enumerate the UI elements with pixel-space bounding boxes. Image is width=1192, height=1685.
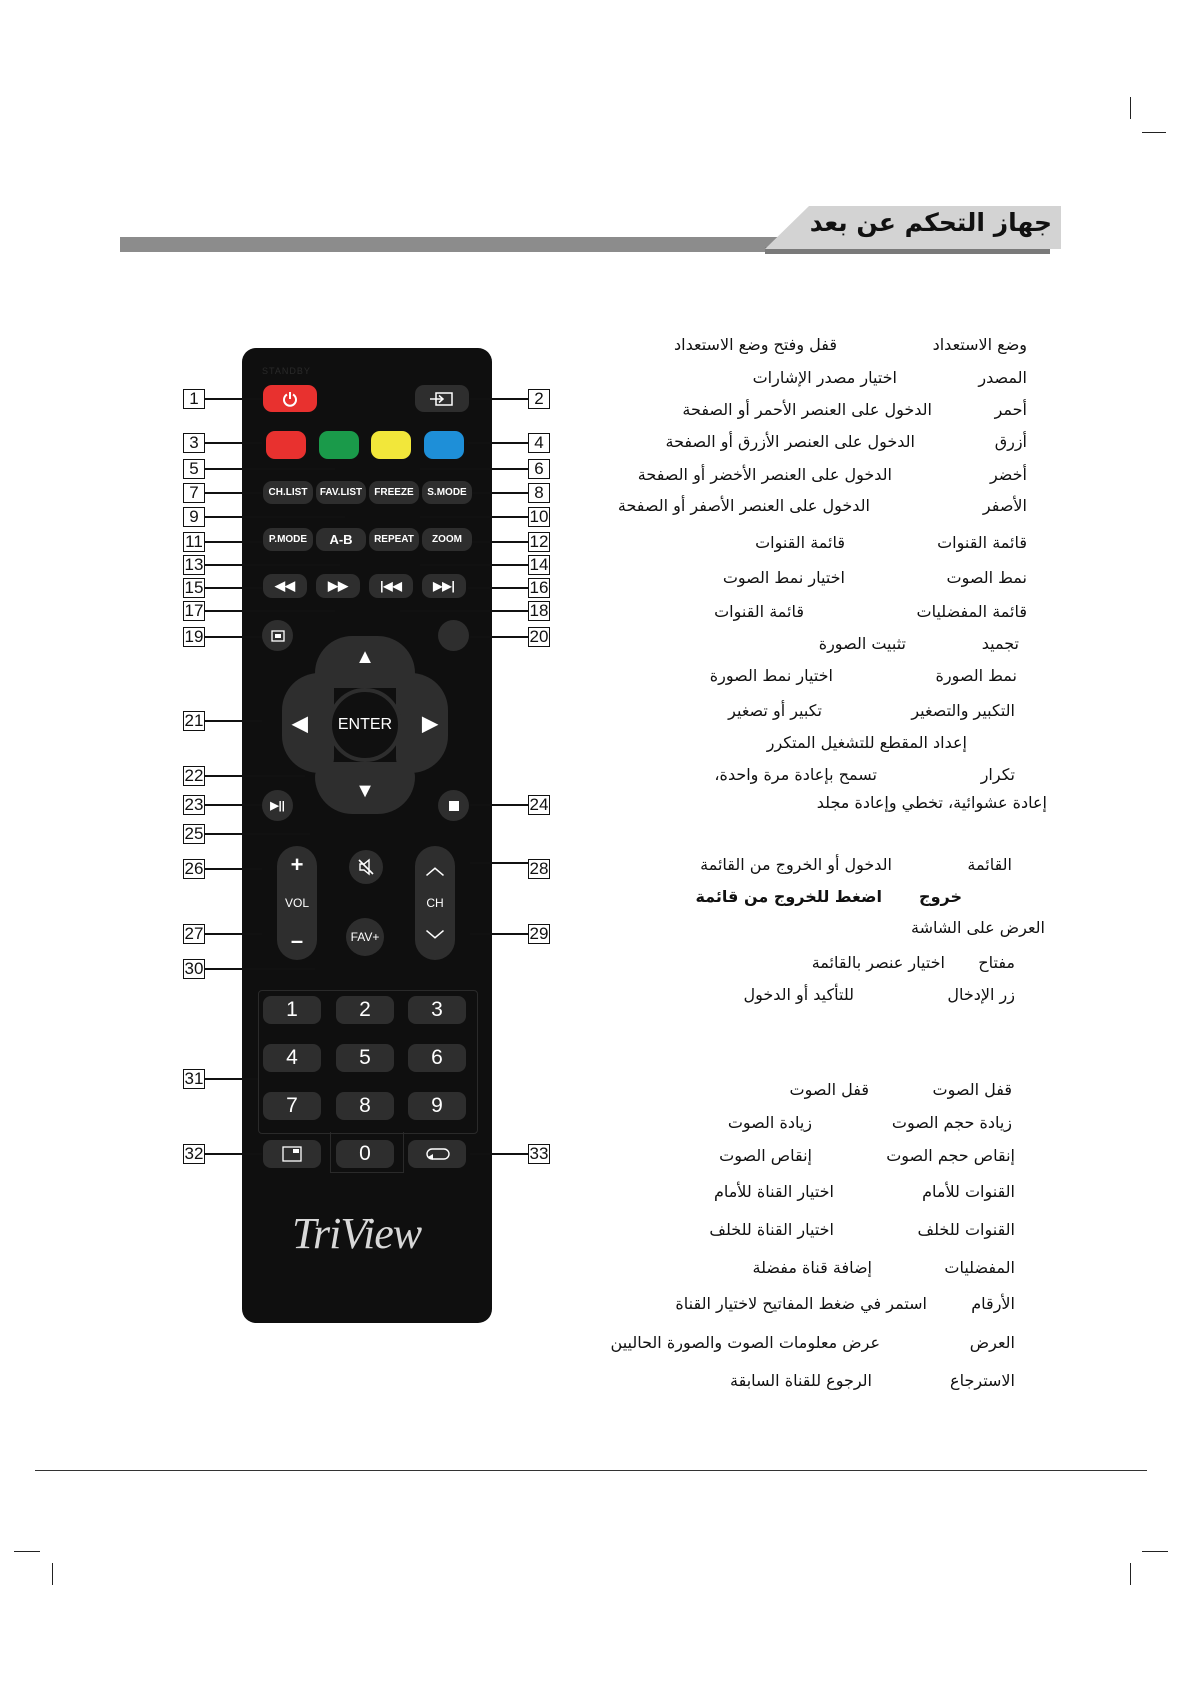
down-arrow-icon: ▼ [355, 779, 375, 802]
enter-button: ENTER [328, 688, 402, 762]
description: قائمة القنوات [714, 602, 804, 621]
description: للتأكيد أو الدخول [743, 985, 854, 1004]
blue-button [424, 431, 464, 459]
description: تثبيت الصورة [818, 634, 906, 653]
callout-number: 4 [528, 433, 550, 453]
description: إضافة قناة مفضلة [752, 1258, 872, 1277]
s-mode-button: S.MODE [422, 481, 472, 504]
callout-line [205, 442, 262, 444]
volume-label: VOL [284, 896, 309, 910]
digit-8-button: 8 [336, 1092, 394, 1120]
up-arrow-icon: ▲ [355, 645, 375, 668]
skip-next-icon: ▶▶| [433, 579, 455, 593]
callout-line [400, 610, 528, 612]
description: إعادة عشوائية، تخطي وإعادة مجلد [816, 793, 1047, 812]
term: القنوات للخلف [917, 1220, 1015, 1239]
description: اختيار نمط الصورة [709, 666, 833, 685]
callout-line [205, 968, 315, 970]
callout-line [205, 587, 262, 589]
callout-number: 21 [184, 711, 204, 730]
callout-line [470, 398, 528, 400]
digit-3-button: 3 [408, 996, 466, 1024]
term: المصدر [978, 368, 1027, 387]
callout-number: 15 [184, 578, 204, 597]
callout-number: 9 [183, 507, 205, 527]
yellow-button [371, 431, 411, 459]
term: وضع الاستعداد [932, 335, 1027, 354]
term: أحمر [994, 400, 1027, 419]
digit-7-button: 7 [263, 1092, 321, 1120]
page-title: جهاز التحكم عن بعد [809, 208, 1052, 237]
callout-line [205, 775, 305, 777]
description: الدخول على العنصر الأزرق أو الصفحة [665, 432, 915, 451]
description: قفل وفتح وضع الاستعداد [674, 335, 837, 354]
crop-mark [1130, 97, 1131, 119]
callout-line [205, 868, 262, 870]
description: اختيار نمط الصوت [722, 568, 845, 587]
callout-number: 32 [184, 1144, 204, 1163]
right-arrow-icon: ▶ [422, 712, 438, 735]
recall-icon [424, 1147, 450, 1161]
display-button [263, 1140, 321, 1168]
rewind-button [263, 574, 307, 598]
description: تسمح بإعادة مرة واحدة، [714, 765, 877, 784]
callout-line [470, 636, 528, 638]
term: العرض [969, 1333, 1015, 1352]
callout-line [205, 398, 262, 400]
callout-number: 28 [529, 859, 549, 878]
term: قائمة القنوات [937, 533, 1027, 552]
term: الأصفر [982, 496, 1027, 515]
callout-line [420, 516, 528, 518]
term: زيادة حجم الصوت [891, 1113, 1012, 1132]
callout-number: 31 [184, 1069, 204, 1088]
blank-button [438, 620, 469, 651]
term: خروج [919, 887, 962, 906]
term: الاسترجاع [950, 1371, 1015, 1390]
callout-number: 18 [529, 601, 549, 620]
callout-number: 8 [528, 483, 550, 503]
callout-line [205, 636, 262, 638]
stop-button [438, 790, 469, 821]
term: القائمة [967, 855, 1012, 874]
ch-list-button: CH.LIST [263, 481, 313, 504]
term: المفضليات [944, 1258, 1015, 1277]
a-b-button: A-B [316, 528, 366, 551]
term: نمط الصوت [946, 568, 1027, 587]
play-pause-button [262, 790, 293, 821]
callout-line [472, 492, 528, 494]
crop-mark [1142, 132, 1166, 133]
crop-mark [1142, 1551, 1168, 1552]
callout-line [205, 1153, 262, 1155]
description: زيادة الصوت [727, 1113, 812, 1132]
callout-line [468, 442, 528, 444]
callout-number: 30 [184, 959, 204, 978]
next-button [422, 574, 466, 598]
callout-line [205, 1078, 258, 1080]
callout-number: 33 [529, 1144, 549, 1163]
crop-mark [14, 1551, 40, 1552]
callout-line [205, 804, 262, 806]
red-button [266, 431, 306, 459]
p-mode-button: P.MODE [263, 528, 313, 551]
term: قائمة المفضليات [916, 602, 1027, 621]
fav-list-button: FAV.LIST [316, 481, 366, 504]
callout-number: 26 [184, 859, 204, 878]
callout-line [205, 610, 335, 612]
callout-line [205, 564, 340, 566]
description: اختيار القناة للخلف [709, 1220, 834, 1239]
callout-line [205, 516, 345, 518]
callout-number: 25 [184, 824, 204, 843]
channel-down-icon: ﹀ [426, 930, 444, 950]
left-arrow-icon: ◀ [292, 712, 308, 735]
callout-number: 12 [529, 532, 549, 551]
rewind-icon: ◀◀ [275, 578, 295, 593]
brand-logo: TriView [292, 1209, 422, 1258]
digit-9-button: 9 [408, 1092, 466, 1120]
fast-forward-icon: ▶▶ [328, 578, 348, 593]
callout-number: 7 [183, 483, 205, 503]
source-button [415, 385, 469, 412]
volume-down-button: – [290, 928, 304, 953]
repeat-button: REPEAT [369, 528, 419, 551]
callout-number: 20 [529, 627, 549, 646]
callout-number: 11 [183, 532, 205, 552]
digit-4-button: 4 [263, 1044, 321, 1072]
description: قفل الصوت [789, 1080, 869, 1099]
callout-number: 6 [528, 459, 550, 479]
callout-line [205, 720, 262, 722]
callout-number: 19 [184, 627, 204, 646]
crop-mark [52, 1563, 53, 1585]
info-button [262, 620, 293, 651]
callout-number: 16 [529, 578, 549, 597]
callout-line [420, 468, 528, 470]
volume-rocker [277, 846, 317, 960]
description: الدخول على العنصر الأصفر أو الصفحة [617, 496, 870, 515]
description: اختيار القناة للأمام [713, 1182, 834, 1201]
callout-line [205, 492, 262, 494]
callout-number: 13 [184, 555, 204, 574]
volume-up-button: + [290, 852, 304, 877]
digit-6-button: 6 [408, 1044, 466, 1072]
display-icon [282, 1146, 302, 1162]
callout-number: 5 [183, 459, 205, 479]
channel-label: CH [426, 896, 444, 910]
previous-button [369, 574, 413, 598]
callout-line [468, 587, 528, 589]
term: تجميد [981, 634, 1019, 653]
description: استمر في ضغط المفاتيح لاختيار القناة [675, 1294, 927, 1313]
callout-line [420, 564, 528, 566]
callout-number: 3 [183, 433, 205, 453]
recall-button [408, 1140, 466, 1168]
term: قفل الصوت [932, 1080, 1012, 1099]
callout-number: 14 [529, 555, 549, 574]
standby-label: STANDBY [262, 366, 311, 376]
screen-info-icon [271, 630, 285, 642]
power-button [263, 385, 317, 412]
mute-button [349, 850, 383, 884]
description: تكبير أو تصغير [728, 701, 822, 720]
description: عرض معلومات الصوت والصورة الحاليين [610, 1333, 880, 1352]
digit-5-button: 5 [336, 1044, 394, 1072]
term: أخضر [989, 465, 1027, 484]
description: الرجوع للقناة السابقة [730, 1371, 872, 1390]
callout-number: 2 [528, 389, 550, 409]
callout-number: 1 [183, 389, 205, 409]
mute-icon [356, 857, 376, 877]
term: نمط الصورة [935, 666, 1017, 685]
term: القنوات للأمام [922, 1182, 1015, 1201]
channel-rocker [415, 846, 455, 960]
term: تكرار [980, 765, 1015, 784]
description: إعداد المقطع للتشغيل المتكرر [766, 733, 967, 752]
input-source-icon [429, 391, 455, 407]
callout-line [472, 541, 528, 543]
description: اختيار عنصر بالقائمة [811, 953, 945, 972]
term: مفتاح [978, 953, 1015, 972]
digit-1-button: 1 [263, 996, 321, 1024]
callout-number: 24 [529, 795, 549, 814]
callout-line [470, 1153, 528, 1155]
term: التكبير والتصغير [911, 701, 1015, 720]
term: زر الإدخال [947, 985, 1015, 1004]
fast-forward-button [316, 574, 360, 598]
description: الدخول على العنصر الأخضر أو الصفحة [637, 465, 892, 484]
callout-number: 17 [184, 601, 204, 620]
callout-number: 29 [529, 924, 549, 943]
description: اختيار مصدر الإشارات [752, 368, 897, 387]
zoom-button: ZOOM [422, 528, 472, 551]
callout-number: 23 [184, 795, 204, 814]
callout-line [205, 933, 262, 935]
description: الدخول على العنصر الأحمر أو الصفحة [682, 400, 932, 419]
callout-line [205, 541, 262, 543]
skip-previous-icon: |◀◀ [380, 579, 402, 593]
term: إنقاص حجم الصوت [886, 1146, 1015, 1165]
channel-up-icon: ︿ [426, 858, 444, 878]
callout-line [470, 862, 528, 864]
fav-plus-button: FAV+ [346, 918, 384, 956]
callout-line [470, 933, 528, 935]
callout-number: 22 [184, 766, 204, 785]
callout-number: 27 [184, 924, 204, 943]
description: قائمة القنوات [755, 533, 845, 552]
description: اضغط للخروج من قائمة [695, 887, 882, 906]
term: أزرق [994, 432, 1027, 451]
description: العرض على الشاشة [910, 918, 1045, 937]
description: الدخول أو الخروج من القائمة [700, 855, 892, 874]
power-icon [281, 390, 299, 408]
crop-mark [1130, 1563, 1131, 1585]
callout-line [205, 468, 335, 470]
digit-2-button: 2 [336, 996, 394, 1024]
remote-control [242, 348, 492, 1323]
green-button [319, 431, 359, 459]
callout-line [205, 833, 310, 835]
footer-rule [35, 1470, 1147, 1471]
description: إنقاص الصوت [719, 1146, 812, 1165]
freeze-button: FREEZE [369, 481, 419, 504]
stop-icon [449, 801, 459, 811]
callout-number: 10 [529, 507, 549, 526]
digit-0-button: 0 [336, 1140, 394, 1168]
callout-line [470, 804, 528, 806]
play-pause-icon: ▶|| [270, 800, 285, 812]
term: الأرقام [971, 1294, 1015, 1313]
